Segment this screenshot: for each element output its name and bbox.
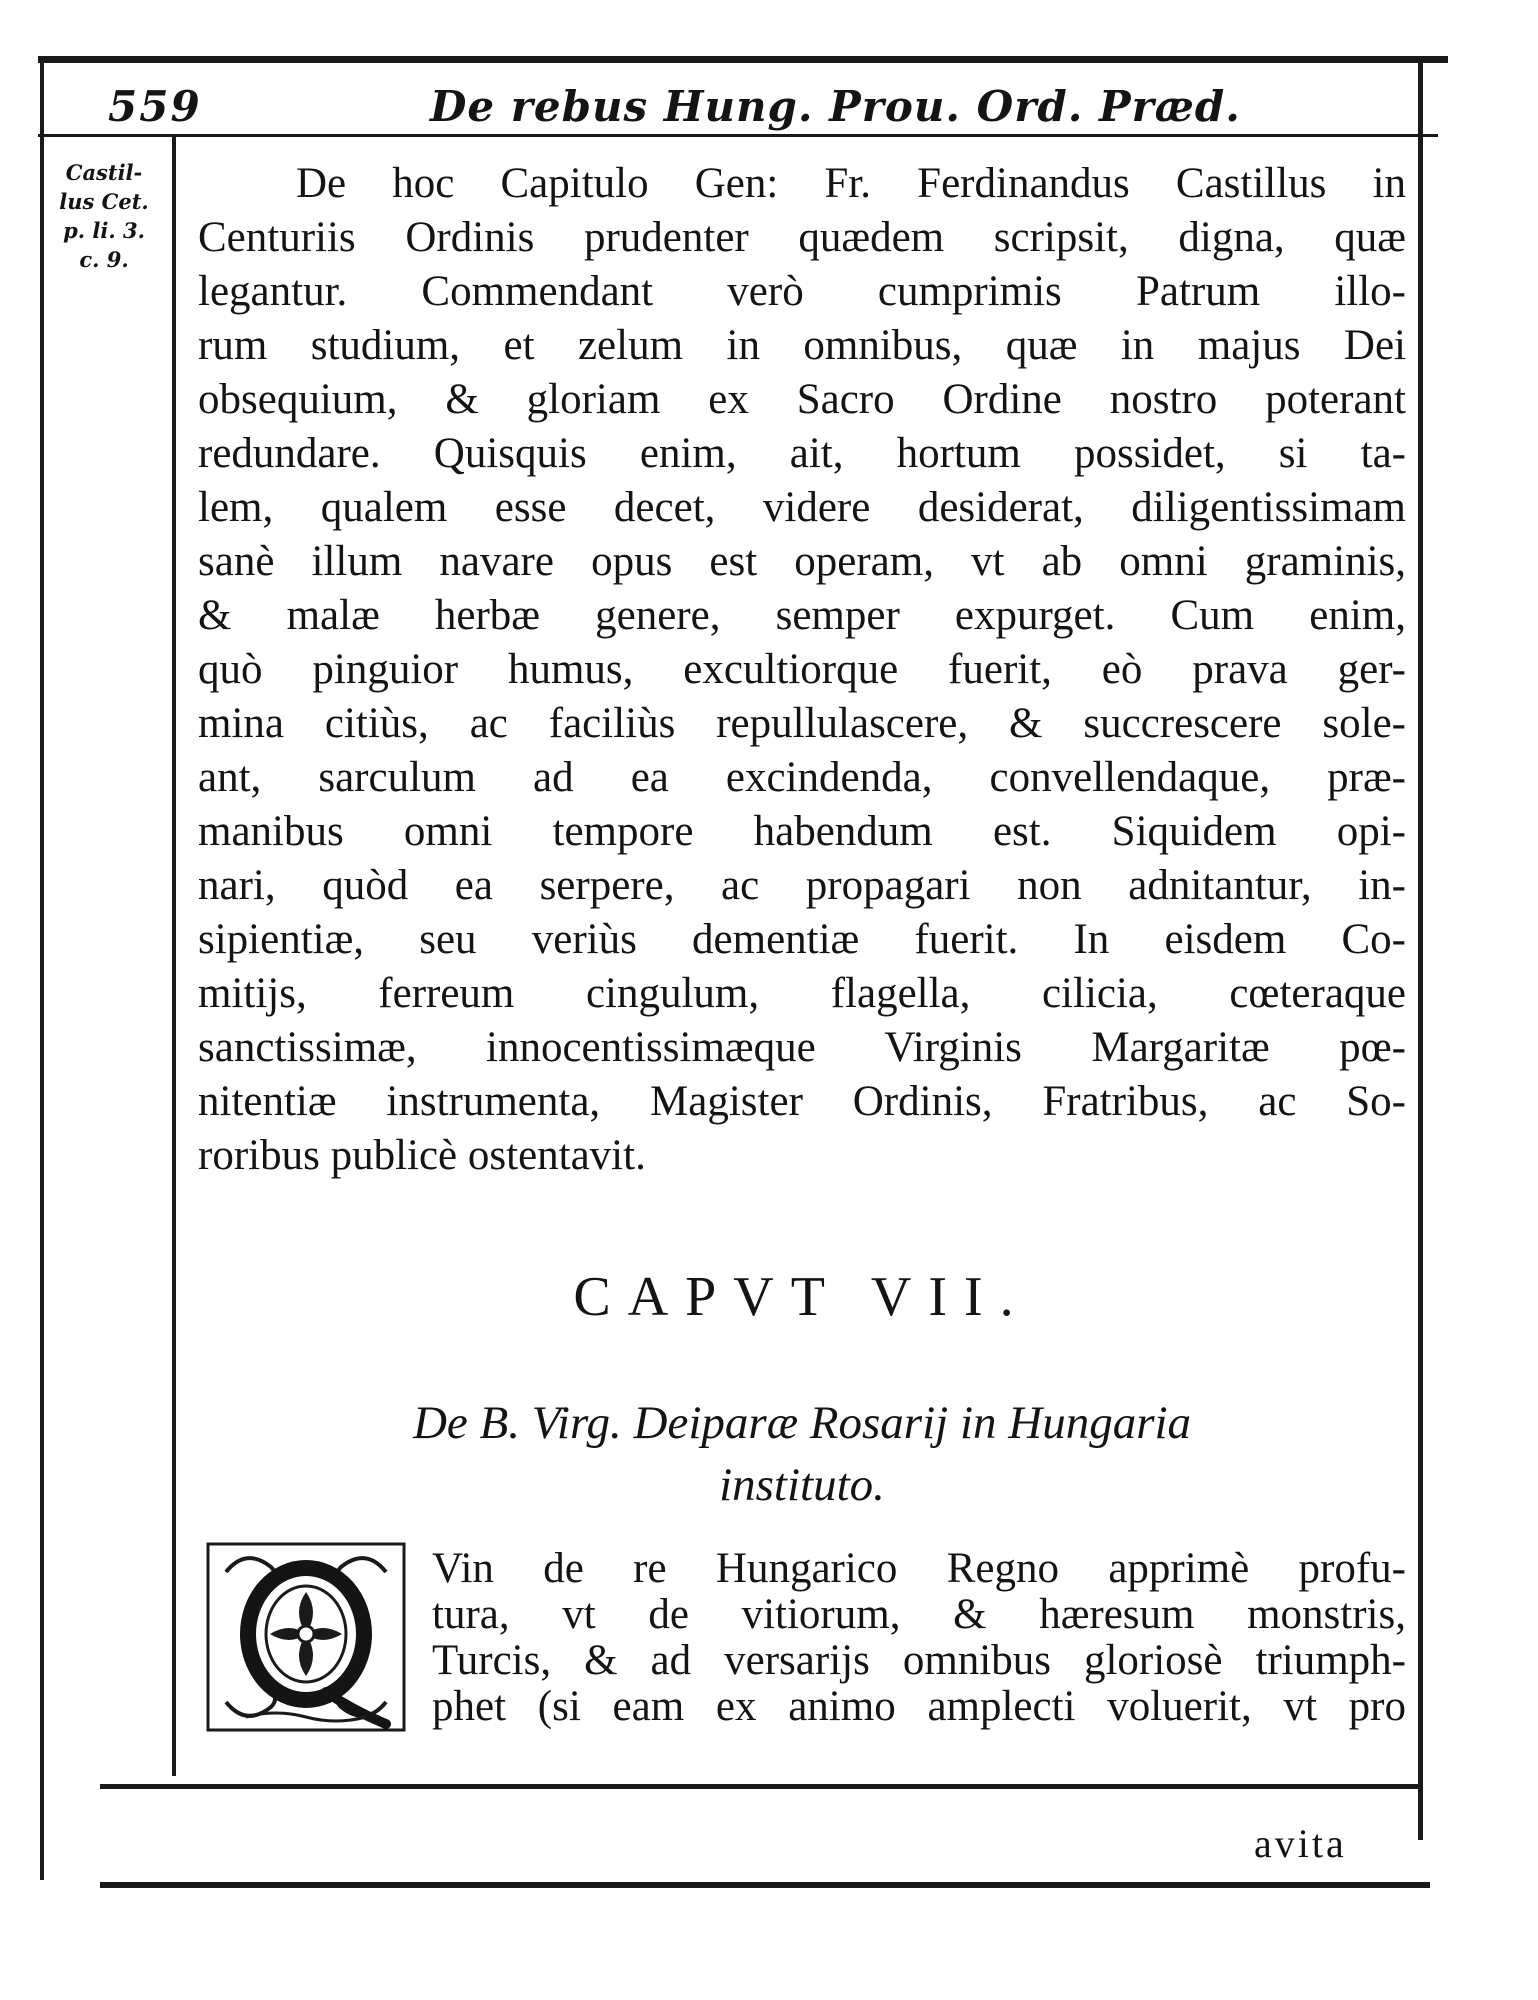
left-frame-rule [40, 60, 44, 1880]
body-line: ant, sarculum ad ea excindenda, convellendaque, præ- [198, 754, 1406, 801]
chapter-subtitle-line: instituto. [719, 1459, 885, 1511]
running-title: De rebus Hung. Prou. Ord. Præd. [430, 82, 1241, 131]
margin-note [52, 158, 156, 274]
page-number: 559 [108, 82, 202, 131]
chapter-heading: CAPVT VII. [573, 1266, 1031, 1328]
bottom-text-rule [100, 1784, 1418, 1789]
chapter-subtitle [198, 1392, 1406, 1516]
body-line: obsequium, & gloriam ex Sacro Ordine nostro poterant [198, 376, 1406, 423]
body-line: rum studium, et zelum in omnibus, quæ in majus Dei [198, 322, 1406, 369]
body-paragraph [198, 157, 1406, 1183]
body-line: manibus omni tempore habendum est. Siquidem opi- [198, 808, 1406, 855]
body-line: nari, quòd ea serpere, ac propagari non adnitantur, in- [198, 862, 1406, 909]
body-line: roribus publicè ostentavit. [198, 1132, 646, 1179]
body-line: mitijs, ferreum cingulum, flagella, cilicia, cœteraque [198, 970, 1406, 1017]
chapter-text-line: Vin de re Hungarico Regno apprimè profu- [432, 1545, 1406, 1592]
right-frame-rule [1418, 60, 1423, 1840]
body-line: quò pinguior humus, excultiorque fuerit, eò prava ger- [198, 646, 1406, 693]
margin-note-line: Castil- [65, 160, 143, 185]
body-line: lem, qualem esse decet, videre desiderat, diligentissimam [198, 484, 1406, 531]
catchword: avita [1254, 1821, 1347, 1866]
body-line: redundare. Quisquis enim, ait, hortum possidet, si ta- [198, 430, 1406, 477]
margin-note-line: lus Cet. [59, 189, 149, 214]
body-line: sanè illum navare opus est operam, vt ab omni graminis, [198, 538, 1406, 585]
body-line: sipientiæ, seu veriùs dementiæ fuerit. In eisdem Co- [198, 916, 1406, 963]
chapter-opening-paragraph [432, 1546, 1406, 1730]
body-line: legantur. Commendant verò cumprimis Patrum illo- [198, 268, 1406, 315]
margin-column-rule [172, 136, 176, 1776]
ornamental-drop-cap [206, 1542, 406, 1732]
header-underline [38, 134, 1438, 137]
body-line: nitentiæ instrumenta, Magister Ordinis, Fratribus, ac So- [198, 1078, 1406, 1125]
chapter-text-line: phet (si eam ex animo amplecti voluerit, vt pro [432, 1683, 1406, 1730]
chapter-text-line: tura, vt de vitiorum, & hæresum monstris, [432, 1591, 1406, 1638]
footer-rule [100, 1882, 1430, 1888]
body-line: De hoc Capitulo Gen: Fr. Ferdinandus Castillus in [296, 160, 1406, 207]
chapter-text-line: Turcis, & ad versarijs omnibus gloriosè triumph- [432, 1637, 1406, 1684]
chapter-subtitle-line: De B. Virg. Deiparæ Rosarij in Hungaria [412, 1397, 1192, 1449]
body-line: sanctissimæ, innocentissimæque Virginis Margaritæ pœ- [198, 1024, 1406, 1071]
top-rule [38, 56, 1448, 63]
body-line: mina citiùs, ac faciliùs repullulascere, & succrescere sole- [198, 700, 1406, 747]
body-line: Centuriis Ordinis prudenter quædem scripsit, digna, quæ [198, 214, 1406, 261]
margin-note-line: c. 9. [79, 247, 129, 272]
drop-cap-ornament-icon [206, 1542, 406, 1732]
body-line: & malæ herbæ genere, semper expurget. Cum enim, [198, 592, 1406, 639]
margin-note-line: p. li. 3. [63, 218, 145, 243]
